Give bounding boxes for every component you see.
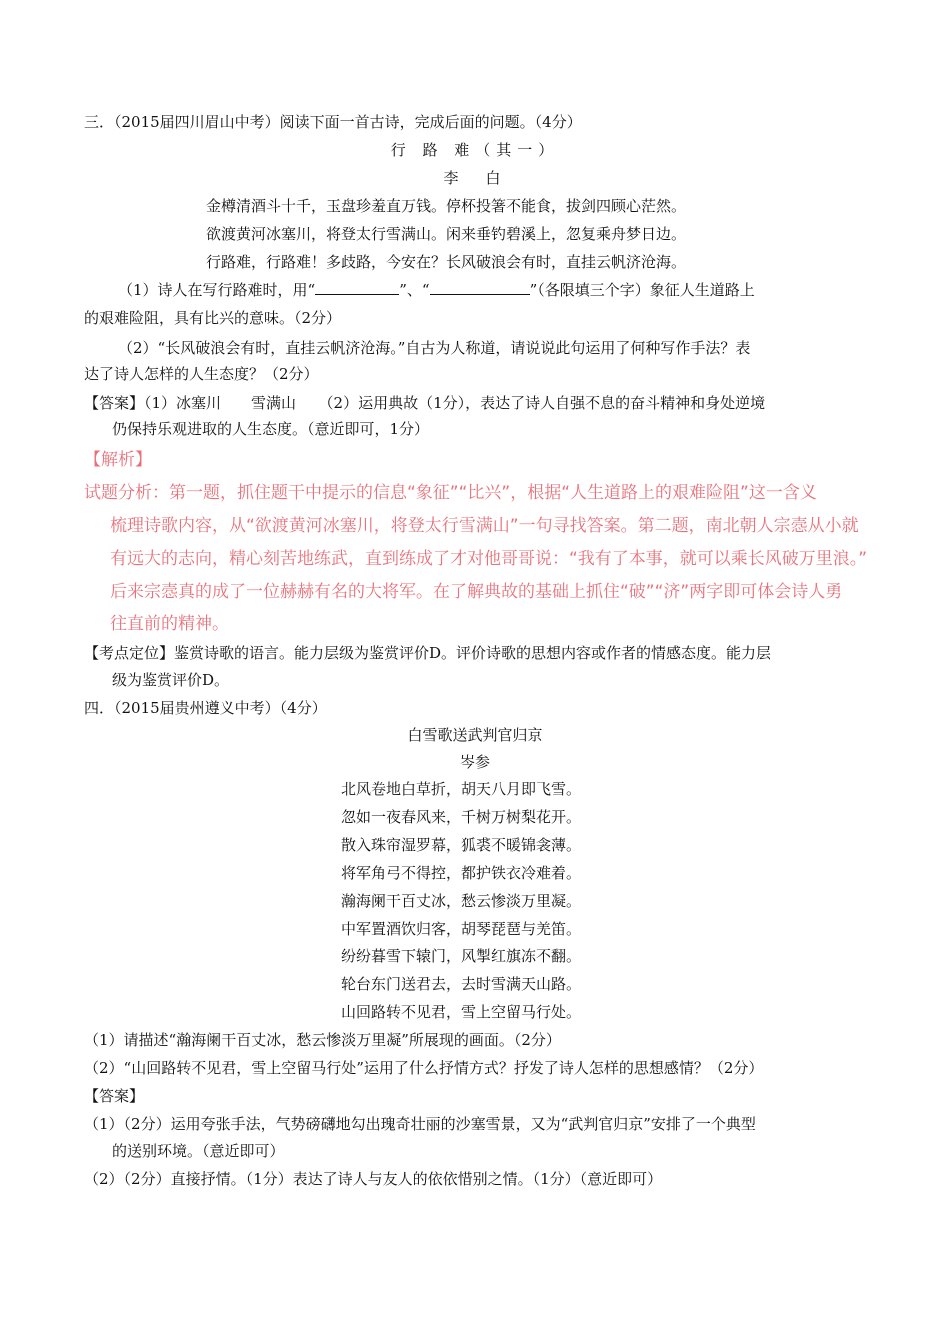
q3-sub1-text-c: ”（各限填三个字）象征人生道路上 (529, 281, 755, 299)
q4-poem-line: 北风卷地白草折，胡天八月即飞雪。 (341, 780, 582, 798)
q3-poem-author: 李 白 (443, 169, 507, 187)
q4-poem-line: 瀚海阑干百丈冰，愁云惨淡万里凝。 (341, 892, 582, 910)
q4-sub2: （2）“山回路转不见君，雪上空留马行处”运用了什么抒情方式？抒发了诗人怎样的思想感情？（2分） (84, 1059, 764, 1077)
answer-blank-1[interactable] (315, 280, 399, 295)
q4-poem-line: 散入珠帘湿罗幕，狐裘不暖锦衾薄。 (341, 836, 582, 854)
q3-sub1-line1 (118, 279, 755, 301)
q4-poem-line: 忽如一夜春风来，千树万树梨花开。 (341, 808, 582, 826)
q4-poem-line: 将军角弓不得控，都护铁衣冷难着。 (341, 864, 582, 882)
q4-poem-line: 山回路转不见君，雪上空留马行处。 (341, 1003, 582, 1021)
q4-sub1: （1）请描述“瀚海阑干百丈冰，愁云惨淡万里凝”所展现的画面。（2分） (84, 1031, 561, 1049)
q3-sub1-text-b: ”、“ (399, 281, 430, 299)
q3-poem-line: 金樽清酒斗十千，玉盘珍羞直万钱。停杯投箸不能食，拔剑四顾心茫然。 (206, 197, 687, 215)
q3-sub2-line2: 达了诗人怎样的人生态度？（2分） (84, 365, 319, 383)
q3-analysis-line: 试题分析：第一题，抓住题干中提示的信息“象征”“比兴”，根据“人生道路上的艰难险阻”这一含义 (84, 483, 817, 503)
q3-sub1-text-a: （1）诗人在写行路难时，用“ (118, 281, 316, 299)
q3-sub2-line1: （2）“长风破浪会有时，直挂云帆济沧海。”自古为人称道，请说说此句运用了何种写作手法？表 (118, 339, 751, 357)
q3-analysis-line: 梳理诗歌内容，从“欲渡黄河冰塞川，将登太行雪满山”一句寻找答案。第二题，南北朝人宗悫从小就 (110, 516, 859, 536)
q3-poem-title: 行 路 难（其一） (390, 141, 560, 159)
q3-analysis-label: 【解析】 (84, 450, 152, 470)
q3-heading: 三．（2015届四川眉山中考）阅读下面一首古诗，完成后面的问题。（4分） (84, 113, 582, 131)
q4-poem-line: 中军置酒饮归客，胡琴琵琶与羌笛。 (341, 920, 582, 938)
q4-poem-author: 岑参 (459, 753, 490, 771)
q4-poem-line: 纷纷暮雪下辕门，风掣红旗冻不翻。 (341, 947, 582, 965)
q3-kaodian-line2: 级为鉴赏评价D。 (112, 671, 230, 689)
q4-answer-label: 【答案】 (84, 1087, 145, 1105)
answer-blank-2[interactable] (430, 280, 530, 295)
q4-poem-title: 白雪歌送武判官归京 (407, 726, 543, 744)
q4-answer2: （2）（2分）直接抒情。（1分）表达了诗人与友人的依依惜别之情。（1分）（意近即可） (84, 1170, 663, 1188)
q3-kaodian-line1: 【考点定位】鉴赏诗歌的语言。能力层级为鉴赏评价D。评价诗歌的思想内容或作者的情感态度。能力层 (84, 644, 772, 662)
q4-heading: 四．（2015届贵州遵义中考）（4分） (84, 699, 327, 717)
q3-answer-line1: 【答案】（1）冰塞川 雪满山 （2）运用典故（1分），表达了诗人自强不息的奋斗精神和身处逆境 (84, 394, 766, 412)
q3-poem-line: 行路难，行路难！多歧路，今安在？长风破浪会有时，直挂云帆济沧海。 (206, 253, 687, 271)
q4-answer1-line1: （1）（2分）运用夸张手法，气势磅礴地勾出瑰奇壮丽的沙塞雪景，又为“武判官归京”安排了一个典型 (84, 1115, 756, 1133)
q4-poem-line: 轮台东门送君去，去时雪满天山路。 (341, 975, 582, 993)
q3-answer-line2: 仍保持乐观进取的人生态度。（意近即可，1分） (112, 420, 430, 438)
q4-answer1-line2: 的送别环境。（意近即可） (112, 1142, 285, 1160)
q3-poem-line: 欲渡黄河冰塞川，将登太行雪满山。闲来垂钓碧溪上，忽复乘舟梦日边。 (206, 225, 687, 243)
q3-sub1-line2: 的艰难险阻，具有比兴的意味。（2分） (84, 309, 342, 327)
q3-analysis-line: 往直前的精神。 (110, 614, 229, 634)
q3-analysis-line: 有远大的志向，精心刻苦地练武，直到练成了才对他哥哥说：“我有了本事，就可以乘长风破万里浪。” (110, 549, 868, 569)
q3-analysis-line: 后来宗悫真的成了一位赫赫有名的大将军。在了解典故的基础上抓住“破”“济”两字即可体会诗人勇 (110, 582, 843, 602)
